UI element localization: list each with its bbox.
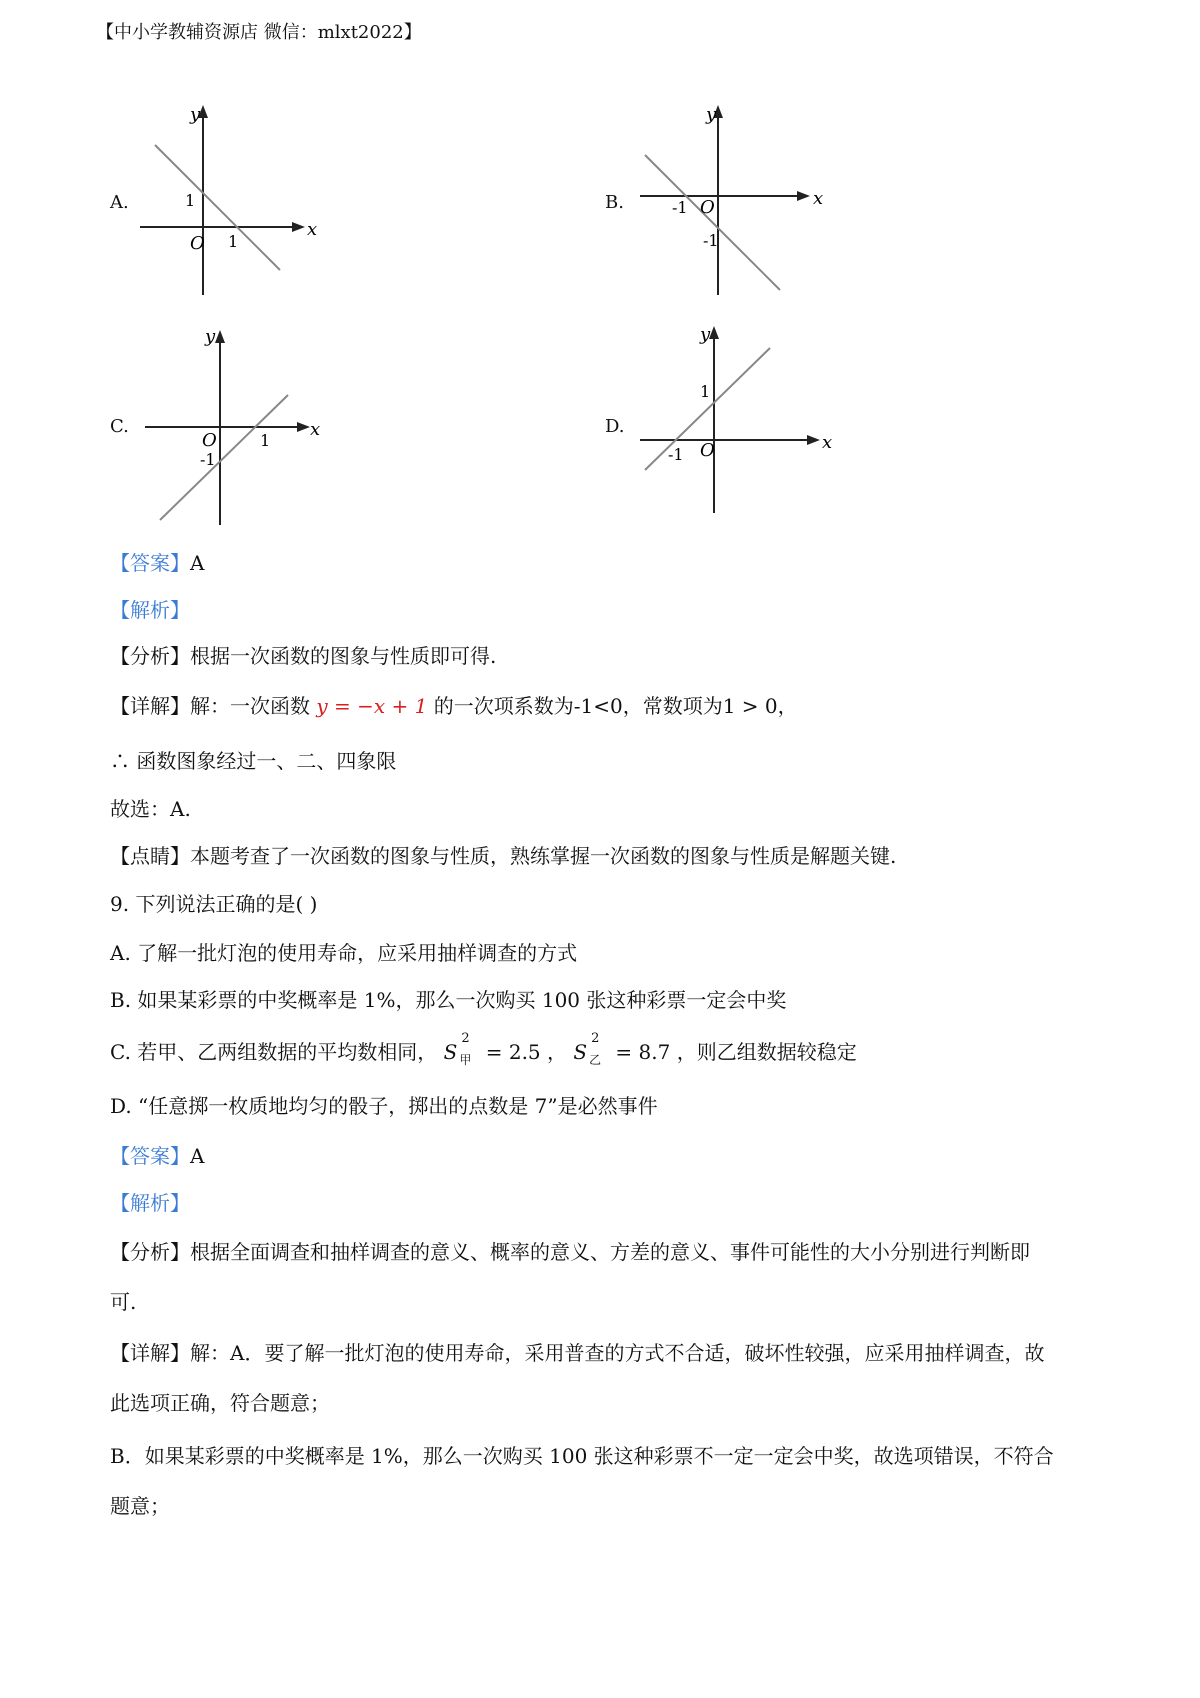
- option-c-label: C.: [110, 416, 129, 437]
- variance-yi-scripts: [587, 1031, 609, 1067]
- q9-fenxi-line2: 可.: [110, 1290, 137, 1314]
- graph-option-d: [630, 318, 840, 518]
- option-c-suffix: ，则乙组数据较稳定: [676, 1040, 857, 1064]
- y-axis-label: y: [205, 326, 216, 347]
- y-axis-label: y: [700, 324, 711, 345]
- x-axis-label: x: [822, 432, 833, 453]
- superscript: 2: [461, 1031, 470, 1046]
- constant-condition: 1 > 0: [722, 694, 778, 718]
- function-formula: y = −x + 1: [316, 694, 428, 718]
- origin-label: O: [700, 197, 715, 218]
- detail-prefix: 【详解】解：一次函数: [110, 694, 317, 718]
- x-axis-label: x: [813, 188, 824, 209]
- origin-label: O: [190, 233, 205, 254]
- q8-dianjing: 【点睛】本题考查了一次函数的图象与性质，熟练掌握一次函数的图象与性质是解题关键.: [110, 844, 897, 868]
- q8-fenxi: 【分析】根据一次函数的图象与性质即可得.: [110, 644, 497, 668]
- variance-symbol-jia: S: [443, 1040, 458, 1064]
- q8-answer: [110, 547, 204, 576]
- answer-tag: 【答案】: [110, 551, 190, 575]
- variance-jia-scripts: [457, 1031, 479, 1067]
- q9-fenxi-line1: 【分析】根据全面调查和抽样调查的意义、概率的意义、方差的意义、事件可能性的大小分别进行判断即: [110, 1240, 1030, 1264]
- graph-option-b: [620, 100, 830, 300]
- q9-option-c: [110, 1031, 857, 1067]
- detail-end: ，: [777, 694, 798, 718]
- q9-question: 9. 下列说法正确的是( ): [110, 892, 318, 916]
- q8-analysis-tag: 【解析】: [110, 598, 190, 622]
- q9-detail-line2: 此选项正确，符合题意；: [110, 1391, 330, 1415]
- tick-label-x: 1: [228, 232, 239, 251]
- graph-option-c: [140, 320, 330, 530]
- answer-value: A: [190, 1144, 205, 1168]
- option-a-label: A.: [110, 192, 129, 213]
- variance-yi-value: = 8.7: [609, 1040, 677, 1064]
- tick-label-y: -1: [703, 231, 719, 250]
- q9-option-b: B. 如果某彩票的中奖概率是 1%，那么一次购买 100 张这种彩票一定会中奖: [110, 988, 787, 1012]
- y-axis-label: y: [706, 104, 717, 125]
- x-axis-label: x: [307, 219, 318, 240]
- superscript: 2: [591, 1031, 600, 1046]
- origin-label: O: [202, 430, 217, 451]
- q9-detail-line4: 题意；: [110, 1494, 170, 1518]
- x-axis-label: x: [310, 419, 321, 440]
- subscript-yi: 乙: [589, 1053, 602, 1067]
- option-b-label: B.: [605, 192, 624, 213]
- answer-value: A: [190, 551, 205, 575]
- tick-label-x: -1: [668, 445, 684, 464]
- tick-label-y: 1: [700, 382, 711, 401]
- q9-option-a: A. 了解一批灯泡的使用寿命，应采用抽样调查的方式: [110, 941, 578, 965]
- q8-detail: [110, 690, 798, 719]
- variance-jia-value: = 2.5 ，: [479, 1040, 568, 1064]
- detail-middle: 的一次项系数为-1<0，常数项为: [427, 694, 723, 718]
- q9-answer: [110, 1140, 204, 1169]
- option-c-prefix: C. 若甲、乙两组数据的平均数相同，: [110, 1040, 438, 1064]
- q9-option-d: D. “任意掷一枚质地均匀的骰子，掷出的点数是 7”是必然事件: [110, 1094, 658, 1118]
- tick-label-y: 1: [185, 191, 196, 210]
- tick-label-x: -1: [672, 198, 688, 217]
- answer-tag: 【答案】: [110, 1144, 190, 1168]
- origin-label: O: [700, 440, 715, 461]
- option-d-label: D.: [605, 416, 625, 437]
- q9-analysis-tag: 【解析】: [110, 1191, 190, 1215]
- subscript-jia: 甲: [459, 1053, 472, 1067]
- q9-detail-line1: 【详解】解：A．要了解一批灯泡的使用寿命，采用普查的方式不合适，破坏性较强，应采用抽样调查，故: [110, 1341, 1045, 1365]
- q9-detail-line3: B．如果某彩票的中奖概率是 1%，那么一次购买 100 张这种彩票不一定一定会中奖，故选项错误，不符合: [110, 1444, 1054, 1468]
- tick-label-x: 1: [260, 431, 271, 450]
- y-axis-label: y: [190, 104, 201, 125]
- q8-choice: 故选：A.: [110, 797, 191, 821]
- variance-symbol-yi: S: [573, 1040, 588, 1064]
- graph-option-a: [130, 100, 318, 300]
- page-header: 【中小学教辅资源店 微信：mlxt2022】: [96, 22, 422, 43]
- q8-conclusion: ∴ 函数图象经过一、二、四象限: [110, 749, 397, 773]
- tick-label-y: -1: [200, 450, 216, 469]
